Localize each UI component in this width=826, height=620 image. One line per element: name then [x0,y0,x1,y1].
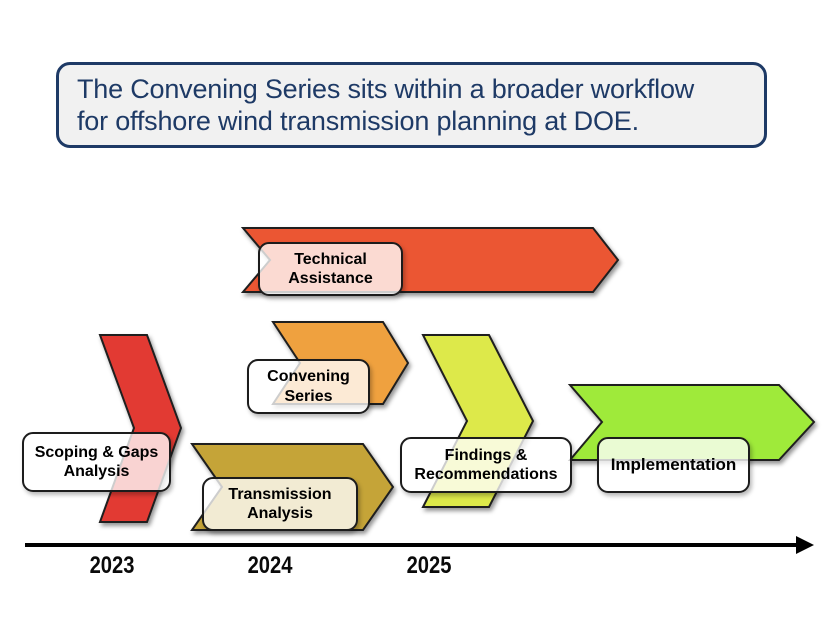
year-label-2023: 2023 [89,552,135,579]
title-line-1: The Convening Series sits within a broader workflow [77,74,695,104]
implementation-label: Implementation [597,437,750,493]
year-label-2025: 2025 [406,552,452,579]
year-label-2024: 2024 [247,552,293,579]
title-line-2: for offshore wind transmission planning at DOE. [77,106,639,136]
scoping-gaps-analysis-chevron [100,335,181,522]
findings-recommendations-label: Findings & Recommendations [400,437,572,493]
technical-assistance-label: Technical Assistance [258,242,403,296]
timeline-arrowhead-icon [796,536,814,554]
convening-series-label: Convening Series [247,359,370,414]
transmission-analysis-label: Transmission Analysis [202,477,358,531]
scoping-gaps-analysis-label: Scoping & Gaps Analysis [22,432,171,492]
